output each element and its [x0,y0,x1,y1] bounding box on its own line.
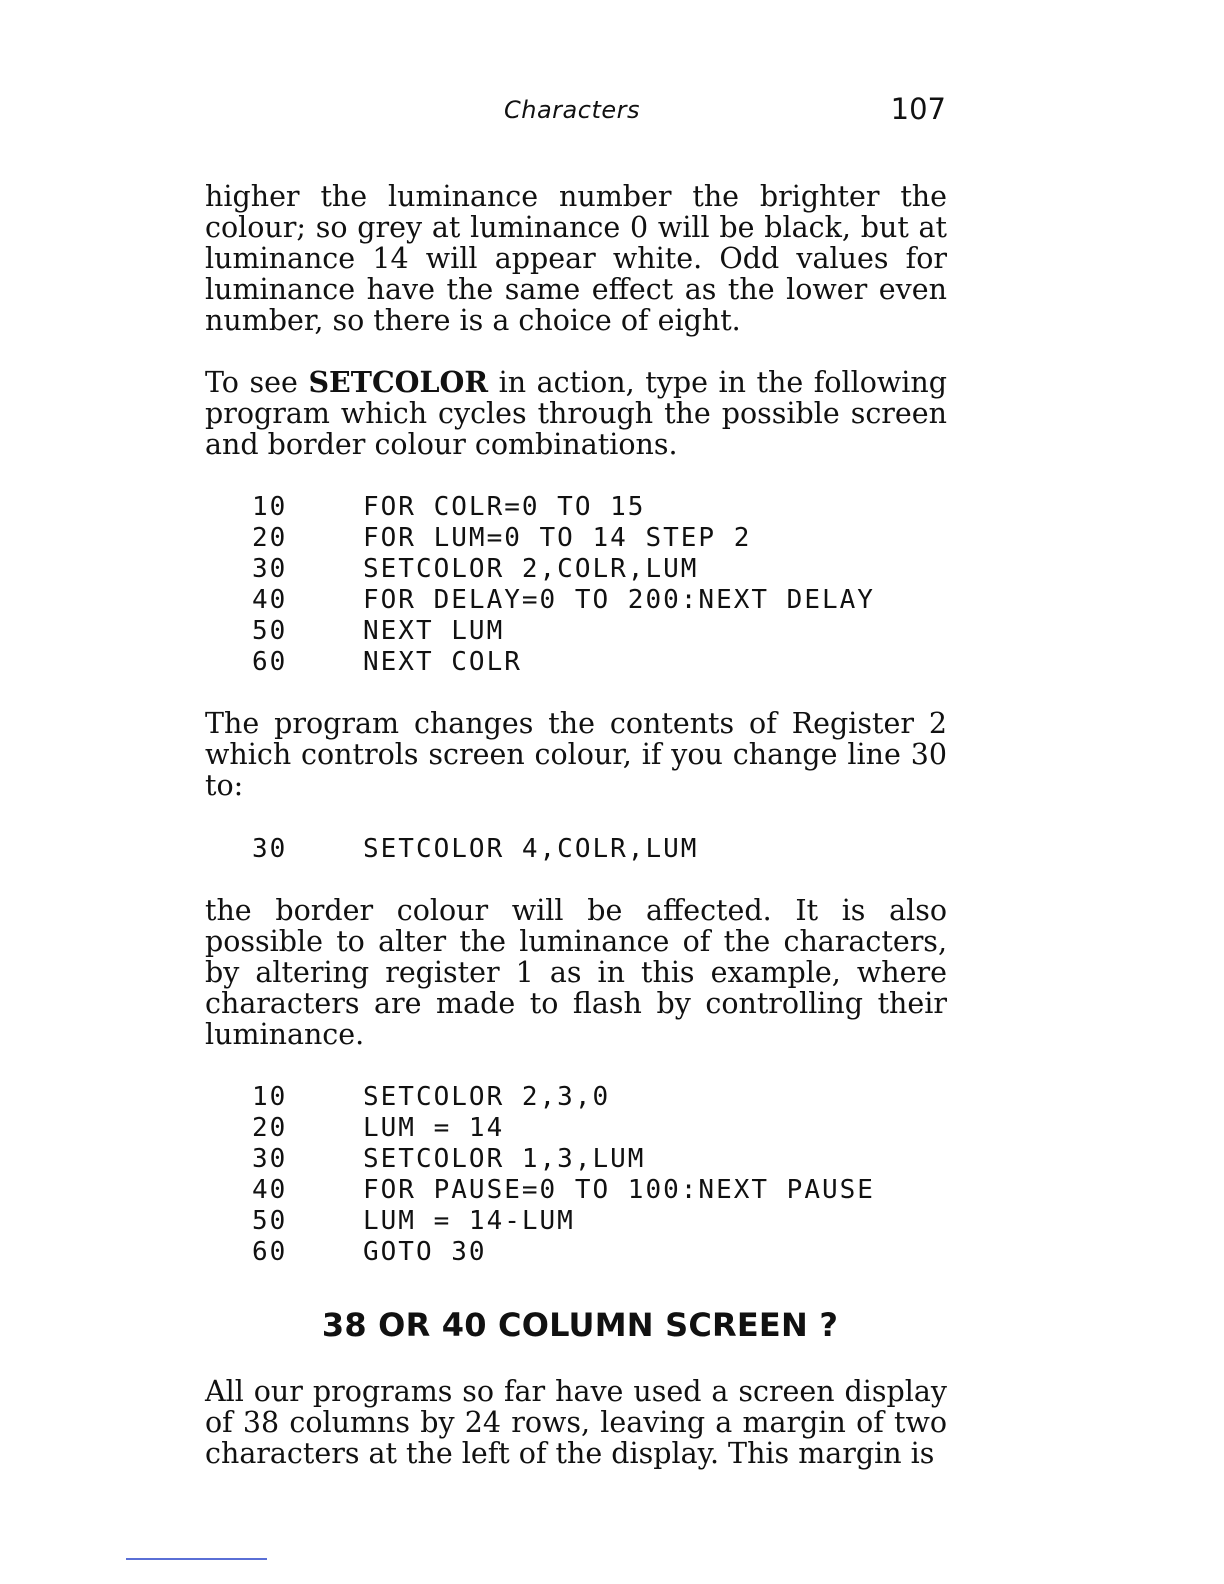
paragraph-text: in action, type in the following program which cycles through the possible screen and border colour combinations. [205,366,947,461]
footnote-rule [126,1558,267,1560]
line-number: 30 [252,834,288,864]
line-number: 50 [252,1206,288,1236]
line-number: 10 [252,492,288,522]
code-statement: LUM = 14-LUM [363,1206,575,1236]
code-line [252,1175,875,1206]
section-heading: 38 OR 40 COLUMN SCREEN ? [321,1306,839,1344]
line-number: 30 [252,1144,288,1174]
line-number: 20 [252,523,288,553]
line-number: 60 [252,647,288,677]
paragraph-luminance: higher the luminance number the brighter the colour; so grey at luminance 0 will be black, but at luminance 14 will appear white. Odd values for luminance have the same effect as the lower even number, so there is a choice of eight. [205,180,947,337]
code-statement: NEXT LUM [363,616,505,646]
code-line [252,616,875,647]
line-number: 20 [252,1113,288,1143]
code-line [252,1206,875,1237]
keyword-setcolor: SETCOLOR [308,365,489,399]
line-number: 60 [252,1237,288,1267]
line-number: 40 [252,1175,288,1205]
code-line [252,554,875,585]
code-statement: SETCOLOR 4,COLR,LUM [363,834,699,864]
paragraph-border-colour: the border colour will be affected. It is also possible to alter the luminance of the characters, by altering register 1 as in this example, where characters are made to flash by controlling their luminance. [205,894,947,1051]
code-listing-border-line [252,834,698,865]
paragraph-setcolor-intro [205,367,947,460]
paragraph-text: To see [205,366,309,399]
paragraph-register-2: The program changes the contents of Register 2 which controls screen colour, if you change line 30 to: [205,707,947,802]
code-line [252,1144,875,1175]
page-number: 107 [890,92,946,126]
code-statement: FOR PAUSE=0 TO 100:NEXT PAUSE [363,1175,875,1205]
code-statement: GOTO 30 [363,1237,487,1267]
code-statement: SETCOLOR 2,3,0 [363,1082,611,1112]
code-line [252,492,875,523]
code-listing-flash [252,1082,875,1268]
code-statement: FOR COLR=0 TO 15 [363,492,646,522]
code-statement: SETCOLOR 1,3,LUM [363,1144,646,1174]
code-statement: FOR LUM=0 TO 14 STEP 2 [363,523,752,553]
paragraph-column-screen: All our programs so far have used a screen display of 38 columns by 24 rows, leaving a margin of two characters at the left of the display. This margin is [205,1375,947,1470]
code-line [252,1113,875,1144]
code-statement: SETCOLOR 2,COLR,LUM [363,554,699,584]
code-line [252,1082,875,1113]
code-line [252,523,875,554]
line-number: 40 [252,585,288,615]
running-head: Characters [504,96,640,124]
code-statement: LUM = 14 [363,1113,505,1143]
line-number: 10 [252,1082,288,1112]
code-statement: FOR DELAY=0 TO 200:NEXT DELAY [363,585,875,615]
code-line [252,585,875,616]
code-statement: NEXT COLR [363,647,522,677]
code-line [252,834,698,865]
line-number: 50 [252,616,288,646]
code-listing-colour-cycle [252,492,875,678]
code-line [252,1237,875,1268]
code-line [252,647,875,678]
line-number: 30 [252,554,288,584]
